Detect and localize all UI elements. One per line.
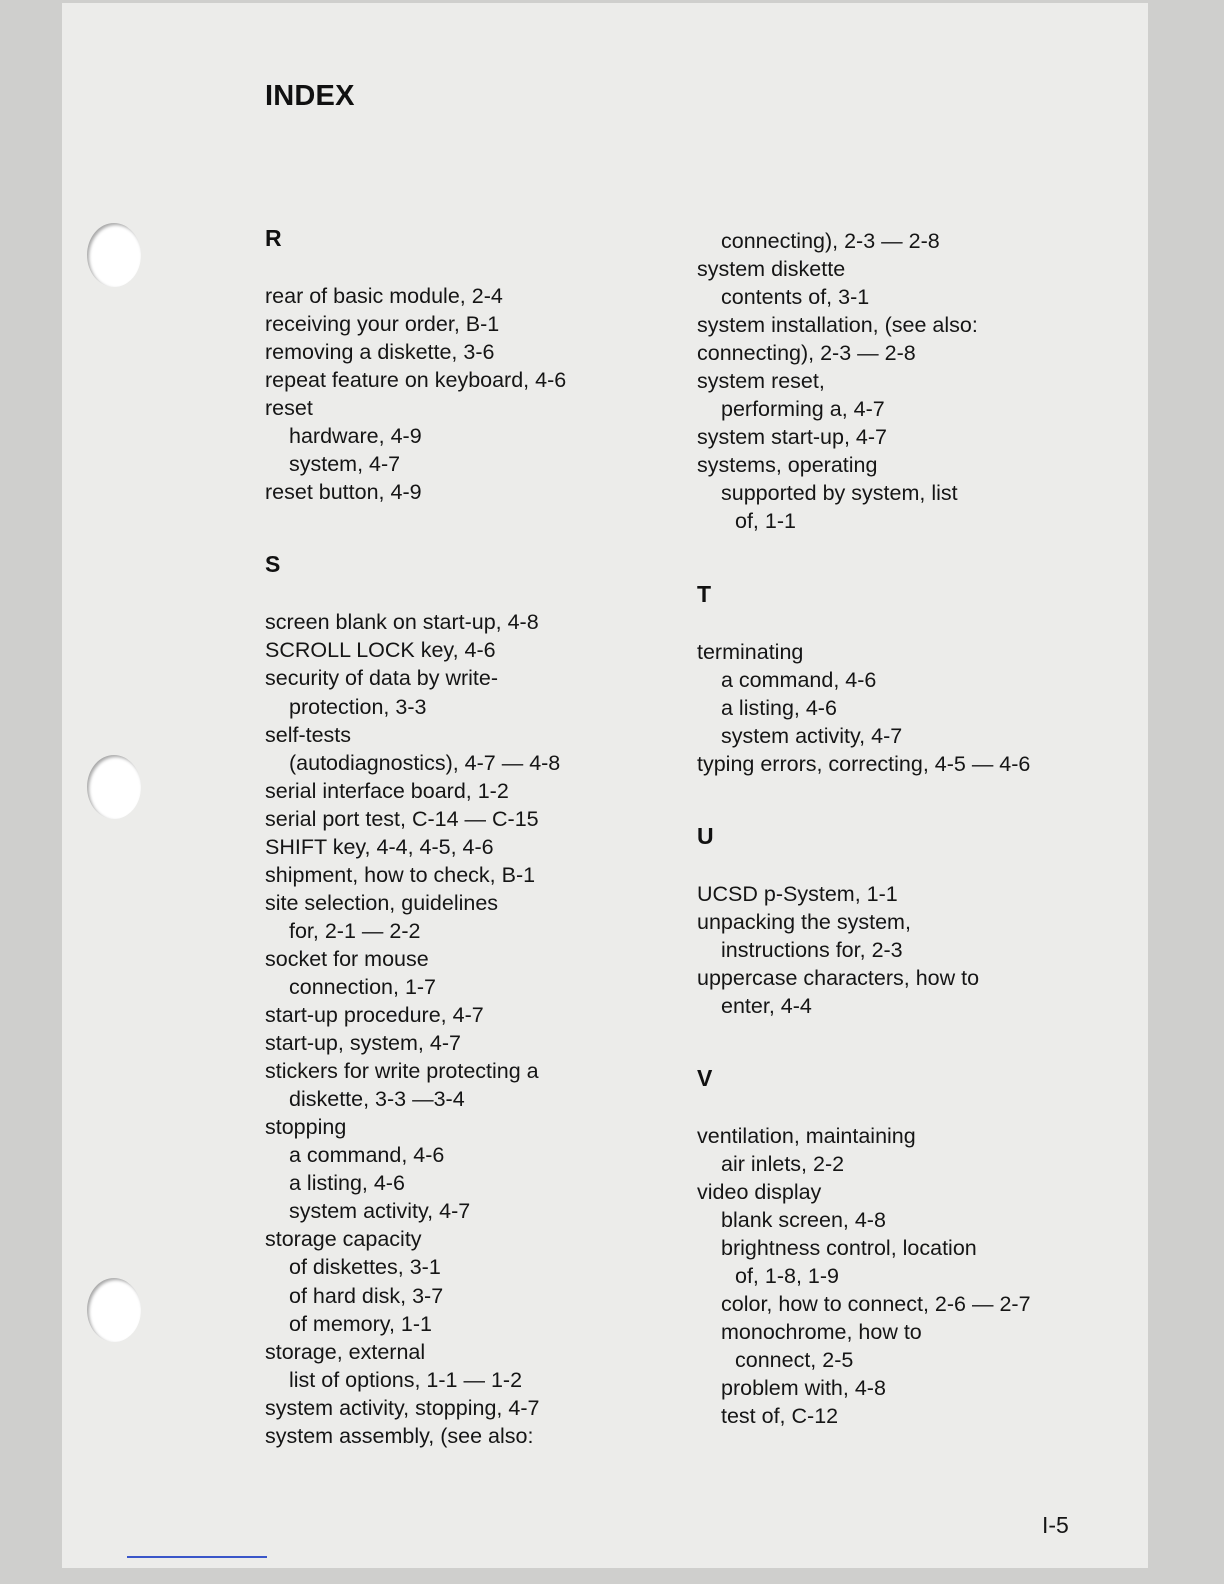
index-entry: start-up procedure, 4-7 xyxy=(265,1003,484,1028)
index-entry: socket for mouse xyxy=(265,946,429,971)
index-entry: repeat feature on keyboard, 4-6 xyxy=(265,368,567,393)
section-letter-u: U xyxy=(697,822,714,849)
index-entry: start-up, system, 4-7 xyxy=(265,1031,461,1056)
index-entry: system reset, xyxy=(697,369,825,394)
index-entry: of, 1-8, 1-9 xyxy=(735,1264,839,1289)
index-entry: rear of basic module, 2-4 xyxy=(265,284,503,308)
index-entry: UCSD p-System, 1-1 xyxy=(697,881,898,906)
index-entry: protection, 3-3 xyxy=(289,694,427,719)
index-entry: receiving your order, B-1 xyxy=(265,312,500,337)
index-entry: reset button, 4-9 xyxy=(265,480,422,505)
index-entry: of diskettes, 3-1 xyxy=(289,1255,441,1280)
index-column-left xyxy=(265,224,695,1450)
index-entry: monochrome, how to xyxy=(721,1320,922,1345)
section-gap xyxy=(265,252,695,282)
index-entry: for, 2-1 — 2-2 xyxy=(289,918,421,943)
index-entry: SCROLL LOCK key, 4-6 xyxy=(265,638,496,663)
section-gap xyxy=(697,1092,1127,1122)
index-column-right xyxy=(697,227,1127,1431)
index-entry: system activity, 4-7 xyxy=(289,1199,471,1224)
index-entry: removing a diskette, 3-6 xyxy=(265,340,495,365)
page-number: I-5 xyxy=(1042,1512,1069,1538)
index-entry: of memory, 1-1 xyxy=(289,1311,432,1336)
index-entry: list of options, 1-1 — 1-2 xyxy=(289,1367,523,1392)
section-gap xyxy=(265,578,695,608)
section-letter-s: S xyxy=(265,551,281,578)
section-gap xyxy=(697,850,1127,880)
section-letter-r: R xyxy=(265,225,282,251)
index-entry: SHIFT key, 4-4, 4-5, 4-6 xyxy=(265,834,494,859)
index-entry: connecting), 2-3 — 2-8 xyxy=(721,229,940,253)
index-entry: ventilation, maintaining xyxy=(697,1123,916,1148)
index-entry: of, 1-1 xyxy=(735,509,796,534)
index-entry: a command, 4-6 xyxy=(289,1143,445,1168)
index-entry: stickers for write protecting a xyxy=(265,1059,539,1084)
index-entry: color, how to connect, 2-6 — 2-7 xyxy=(721,1292,1031,1317)
index-entry: uppercase characters, how to xyxy=(697,965,980,990)
index-entry: a command, 4-6 xyxy=(721,667,877,692)
page-title: INDEX xyxy=(265,80,355,112)
index-entry: problem with, 4-8 xyxy=(721,1376,886,1401)
index-entry: system installation, (see also: xyxy=(697,313,978,338)
index-entry: system assembly, (see also: xyxy=(265,1423,534,1448)
punch-hole-top xyxy=(87,223,141,287)
index-entry: system, 4-7 xyxy=(289,452,401,477)
section-letter-v: V xyxy=(697,1064,713,1091)
index-entry: hardware, 4-9 xyxy=(289,424,422,449)
index-entry: a listing, 4-6 xyxy=(721,695,837,720)
punch-hole-bottom xyxy=(87,1278,141,1342)
index-entry: enter, 4-4 xyxy=(721,993,812,1018)
index-entry: screen blank on start-up, 4-8 xyxy=(265,610,539,635)
index-entry: contents of, 3-1 xyxy=(721,285,870,310)
index-entry: instructions for, 2-3 xyxy=(721,937,903,962)
index-entry: performing a, 4-7 xyxy=(721,397,885,422)
index-entry: unpacking the system, xyxy=(697,909,911,934)
index-entry: security of data by write- xyxy=(265,666,499,691)
section-letter-t: T xyxy=(697,580,712,607)
index-entry: diskette, 3-3 —3-4 xyxy=(289,1087,465,1112)
index-entry: shipment, how to check, B-1 xyxy=(265,862,536,887)
index-entry: connect, 2-5 xyxy=(735,1348,854,1373)
index-entry: self-tests xyxy=(265,722,352,747)
punch-hole-middle xyxy=(87,755,141,819)
index-entry: serial interface board, 1-2 xyxy=(265,778,509,803)
index-entry: connection, 1-7 xyxy=(289,974,437,999)
index-entry: of hard disk, 3-7 xyxy=(289,1283,444,1308)
index-entry: system start-up, 4-7 xyxy=(697,425,887,450)
edge-line xyxy=(127,1556,267,1558)
index-entry: serial port test, C-14 — C-15 xyxy=(265,806,539,831)
index-entry: a listing, 4-6 xyxy=(289,1171,405,1196)
index-entry: terminating xyxy=(697,639,804,664)
index-entry: brightness control, location xyxy=(721,1236,977,1261)
index-entry: storage capacity xyxy=(265,1227,422,1252)
index-entry: systems, operating xyxy=(697,453,878,478)
index-entry: air inlets, 2-2 xyxy=(721,1152,845,1177)
index-entry: system activity, 4-7 xyxy=(721,723,903,748)
index-entry: system diskette xyxy=(697,257,846,282)
index-entry: connecting), 2-3 — 2-8 xyxy=(697,341,916,366)
index-entry: test of, C-12 xyxy=(721,1404,839,1429)
index-entry: (autodiagnostics), 4-7 — 4-8 xyxy=(289,750,561,775)
index-entry: site selection, guidelines xyxy=(265,890,499,915)
index-entry: supported by system, list xyxy=(721,481,958,506)
section-gap xyxy=(697,608,1127,638)
index-entry: system activity, stopping, 4-7 xyxy=(265,1395,540,1420)
index-entry: blank screen, 4-8 xyxy=(721,1208,886,1233)
index-entry: storage, external xyxy=(265,1339,426,1364)
index-entry: stopping xyxy=(265,1115,347,1140)
index-entry: typing errors, correcting, 4-5 — 4-6 xyxy=(697,751,1031,776)
index-entry: reset xyxy=(265,396,313,421)
index-entry: video display xyxy=(697,1180,822,1205)
